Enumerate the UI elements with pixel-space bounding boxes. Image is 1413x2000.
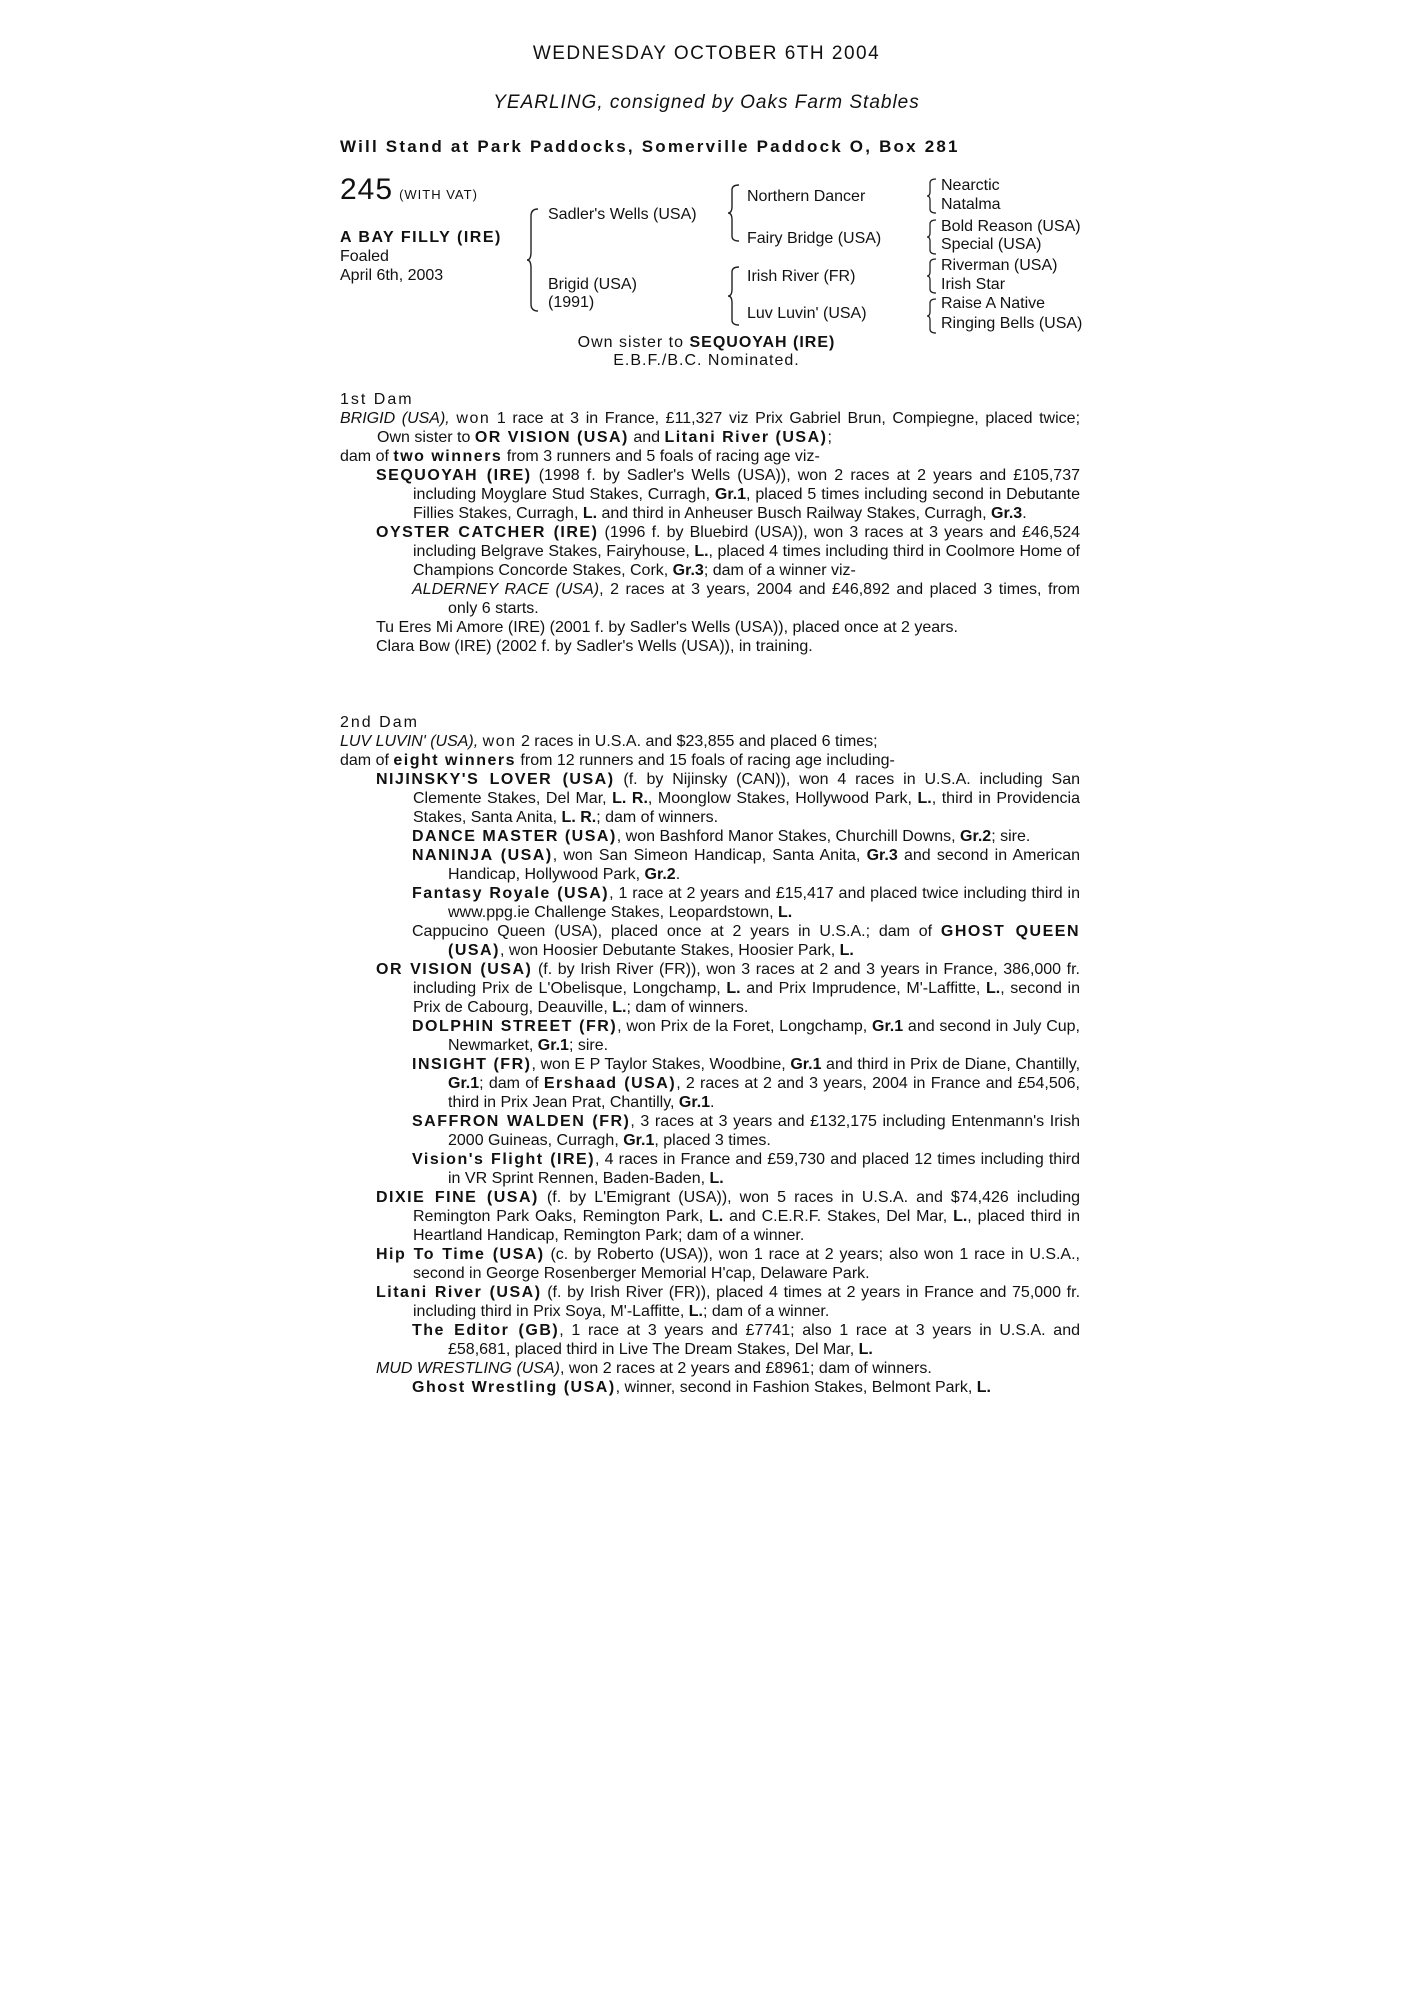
produce-entry: Ghost Wrestling (USA), winner, second in Fashion Stakes, Belmont Park, L. bbox=[412, 1379, 991, 1396]
pedigree-g4: Special (USA) bbox=[941, 236, 1042, 253]
own-sister-note bbox=[0, 334, 1413, 370]
lot-vat: (WITH VAT) bbox=[399, 187, 478, 202]
brace-g78 bbox=[926, 298, 938, 334]
brace-dam bbox=[727, 266, 741, 326]
own-sister-prefix: Own sister to bbox=[577, 334, 685, 351]
brace-g56 bbox=[926, 258, 938, 294]
foaled-date: April 6th, 2003 bbox=[340, 267, 444, 284]
brace-sire bbox=[727, 184, 741, 242]
lot-heading bbox=[340, 173, 478, 206]
produce-entry: ALDERNEY RACE (USA), 2 races at 3 years, 2004 and £46,892 and placed 3 times, from only 6 starts. bbox=[412, 581, 1081, 617]
produce-entry: DOLPHIN STREET (FR), won Prix de la Foret, Longchamp, Gr.1 and second in July Cup, Newmarket, Gr.1; sire. bbox=[412, 1018, 1081, 1054]
pedigree-dam: Brigid (USA) bbox=[548, 276, 637, 293]
consignment-line: YEARLING, consigned by Oaks Farm Stables bbox=[493, 92, 920, 113]
sale-date: WEDNESDAY OCTOBER 6TH 2004 bbox=[532, 43, 881, 64]
brace-main bbox=[526, 208, 540, 312]
second-dam-title: 2nd Dam bbox=[340, 714, 419, 731]
pedigree-g1: Nearctic bbox=[941, 177, 1000, 194]
stand-location: Will Stand at Park Paddocks, Somerville Paddock O, Box 281 bbox=[340, 137, 960, 156]
pedigree-dam-dam: Luv Luvin' (USA) bbox=[747, 305, 867, 322]
pedigree-sire-dam: Fairy Bridge (USA) bbox=[747, 230, 882, 247]
pedigree-g7: Raise A Native bbox=[941, 295, 1046, 312]
second-dam-record: LUV LUVIN' (USA), won 2 races in U.S.A. and $23,855 and placed 6 times; bbox=[340, 733, 878, 750]
first-dam-record: BRIGID (USA), won 1 race at 3 in France, £11,327 viz Prix Gabriel Brun, Compiegne, placed twice; Own sister to OR VISION (USA) and Litani River (USA); bbox=[340, 410, 1081, 446]
pedigree-g6: Irish Star bbox=[941, 276, 1006, 293]
produce-entry: Cappucino Queen (USA), placed once at 2 years in U.S.A.; dam of GHOST QUEEN (USA), won Hoosier Debutante Stakes, Hoosier Park, L. bbox=[412, 923, 1081, 959]
second-dam-section bbox=[340, 713, 1080, 1397]
foaled-label: Foaled bbox=[340, 248, 389, 265]
pedigree-g3: Bold Reason (USA) bbox=[941, 218, 1081, 235]
produce-entry: The Editor (GB), 1 race at 3 years and £7741; also 1 race at 3 years in U.S.A. and £58,681, placed third in Live The Dream Stakes, Del Mar, L. bbox=[412, 1322, 1080, 1358]
produce-entry: DIXIE FINE (USA) (f. by L'Emigrant (USA)), won 5 races in U.S.A. and $74,426 including Remington Park Oaks, Remington Park, L. and C.E.R.F. Stakes, Del Mar, L., placed third in Heartland Handicap, Remington Park; dam of a winner. bbox=[376, 1189, 1081, 1244]
produce-entry: INSIGHT (FR), won E P Taylor Stakes, Woodbine, Gr.1 and third in Prix de Diane, Chantilly, Gr.1; dam of Ershaad (USA), 2 races at 2 and 3 years, 2004 in France and £54,506, third in Prix Jean Prat, Chantilly, Gr.1. bbox=[412, 1056, 1081, 1111]
first-dam-title: 1st Dam bbox=[340, 391, 414, 408]
pedigree-g2: Natalma bbox=[941, 196, 1001, 213]
produce-entry: MUD WRESTLING (USA), won 2 races at 2 years and £8961; dam of winners. bbox=[376, 1360, 932, 1377]
produce-entry: Fantasy Royale (USA), 1 race at 2 years and £15,417 and placed twice including third in www.ppg.ie Challenge Stakes, Leopardstown, L. bbox=[412, 885, 1081, 921]
produce-entry: Tu Eres Mi Amore (IRE) (2001 f. by Sadler's Wells (USA)), placed once at 2 years. bbox=[376, 619, 958, 636]
first-dam-section bbox=[340, 390, 1080, 656]
own-sister-name: SEQUOYAH (IRE) bbox=[689, 334, 836, 351]
pedigree-dam-sire: Irish River (FR) bbox=[747, 268, 856, 285]
produce-entry: Vision's Flight (IRE), 4 races in France and £59,730 and placed 12 times including third in VR Sprint Rennen, Baden-Baden, L. bbox=[412, 1151, 1080, 1187]
nomination-note: E.B.F./B.C. Nominated. bbox=[613, 352, 800, 369]
pedigree-sire: Sadler's Wells (USA) bbox=[548, 206, 697, 223]
horse-info bbox=[340, 228, 502, 285]
pedigree-g8: Ringing Bells (USA) bbox=[941, 315, 1083, 332]
produce-entry: OYSTER CATCHER (IRE) (1996 f. by Bluebird (USA)), won 3 races at 3 years and £46,524 including Belgrave Stakes, Fairyhouse, L., placed 4 times including third in Coolmore Home of Champions Concorde Stakes, Cork, Gr.3; dam of a winner viz- bbox=[376, 524, 1081, 579]
produce-entry: Clara Bow (IRE) (2002 f. by Sadler's Wells (USA)), in training. bbox=[376, 638, 813, 655]
brace-g34 bbox=[926, 219, 938, 255]
brace-g12 bbox=[926, 178, 938, 214]
produce-entry: NIJINSKY'S LOVER (USA) (f. by Nijinsky (CAN)), won 4 races in U.S.A. including San Clemente Stakes, Del Mar, L. R., Moonglow Stakes, Hollywood Park, L., third in Providencia Stakes, Santa Anita, L. R.; dam of winners. bbox=[376, 771, 1081, 826]
produce-entry: SAFFRON WALDEN (FR), 3 races at 3 years and £132,175 including Entenmann's Irish 2000 Guineas, Curragh, Gr.1, placed 3 times. bbox=[412, 1113, 1080, 1149]
produce-entry: SEQUOYAH (IRE) (1998 f. by Sadler's Wells (USA)), won 2 races at 2 years and £105,737 including Moyglare Stud Stakes, Curragh, Gr.1, placed 5 times including second in Debutante Fillies Stakes, Curragh, L. and third in Anheuser Busch Railway Stakes, Curragh, Gr.3. bbox=[376, 467, 1080, 522]
produce-entry: NANINJA (USA), won San Simeon Handicap, Santa Anita, Gr.3 and second in American Handicap, Hollywood Park, Gr.2. bbox=[412, 847, 1081, 883]
produce-entry: Hip To Time (USA) (c. by Roberto (USA)), won 1 race at 2 years; also won 1 race in U.S.A., second in George Rosenberger Memorial H'cap, Delaware Park. bbox=[376, 1246, 1080, 1282]
horse-description: A BAY FILLY (IRE) bbox=[340, 229, 502, 246]
produce-entry: DANCE MASTER (USA), won Bashford Manor Stakes, Churchill Downs, Gr.2; sire. bbox=[412, 828, 1031, 845]
produce-entry: OR VISION (USA) (f. by Irish River (FR)), won 3 races at 2 and 3 years in France, 386,000 fr. including Prix de L'Obelisque, Longchamp, L. and Prix Imprudence, M'-Laffitte, L., second in Prix de Cabourg, Deauville, L.; dam of winners. bbox=[376, 961, 1081, 1016]
first-dam-produce-summary: dam of two winners from 3 runners and 5 foals of racing age viz- bbox=[340, 448, 820, 465]
pedigree-sire-sire: Northern Dancer bbox=[747, 188, 866, 205]
pedigree-dam-year: (1991) bbox=[548, 294, 595, 311]
produce-entry: Litani River (USA) (f. by Irish River (FR)), placed 4 times at 2 years in France and 75,000 fr. including third in Prix Soya, M'-Laffitte, L.; dam of a winner. bbox=[376, 1284, 1081, 1320]
second-dam-produce-summary: dam of eight winners from 12 runners and 15 foals of racing age including- bbox=[340, 752, 895, 769]
pedigree-g5: Riverman (USA) bbox=[941, 257, 1058, 274]
lot-number: 245 bbox=[340, 173, 394, 206]
